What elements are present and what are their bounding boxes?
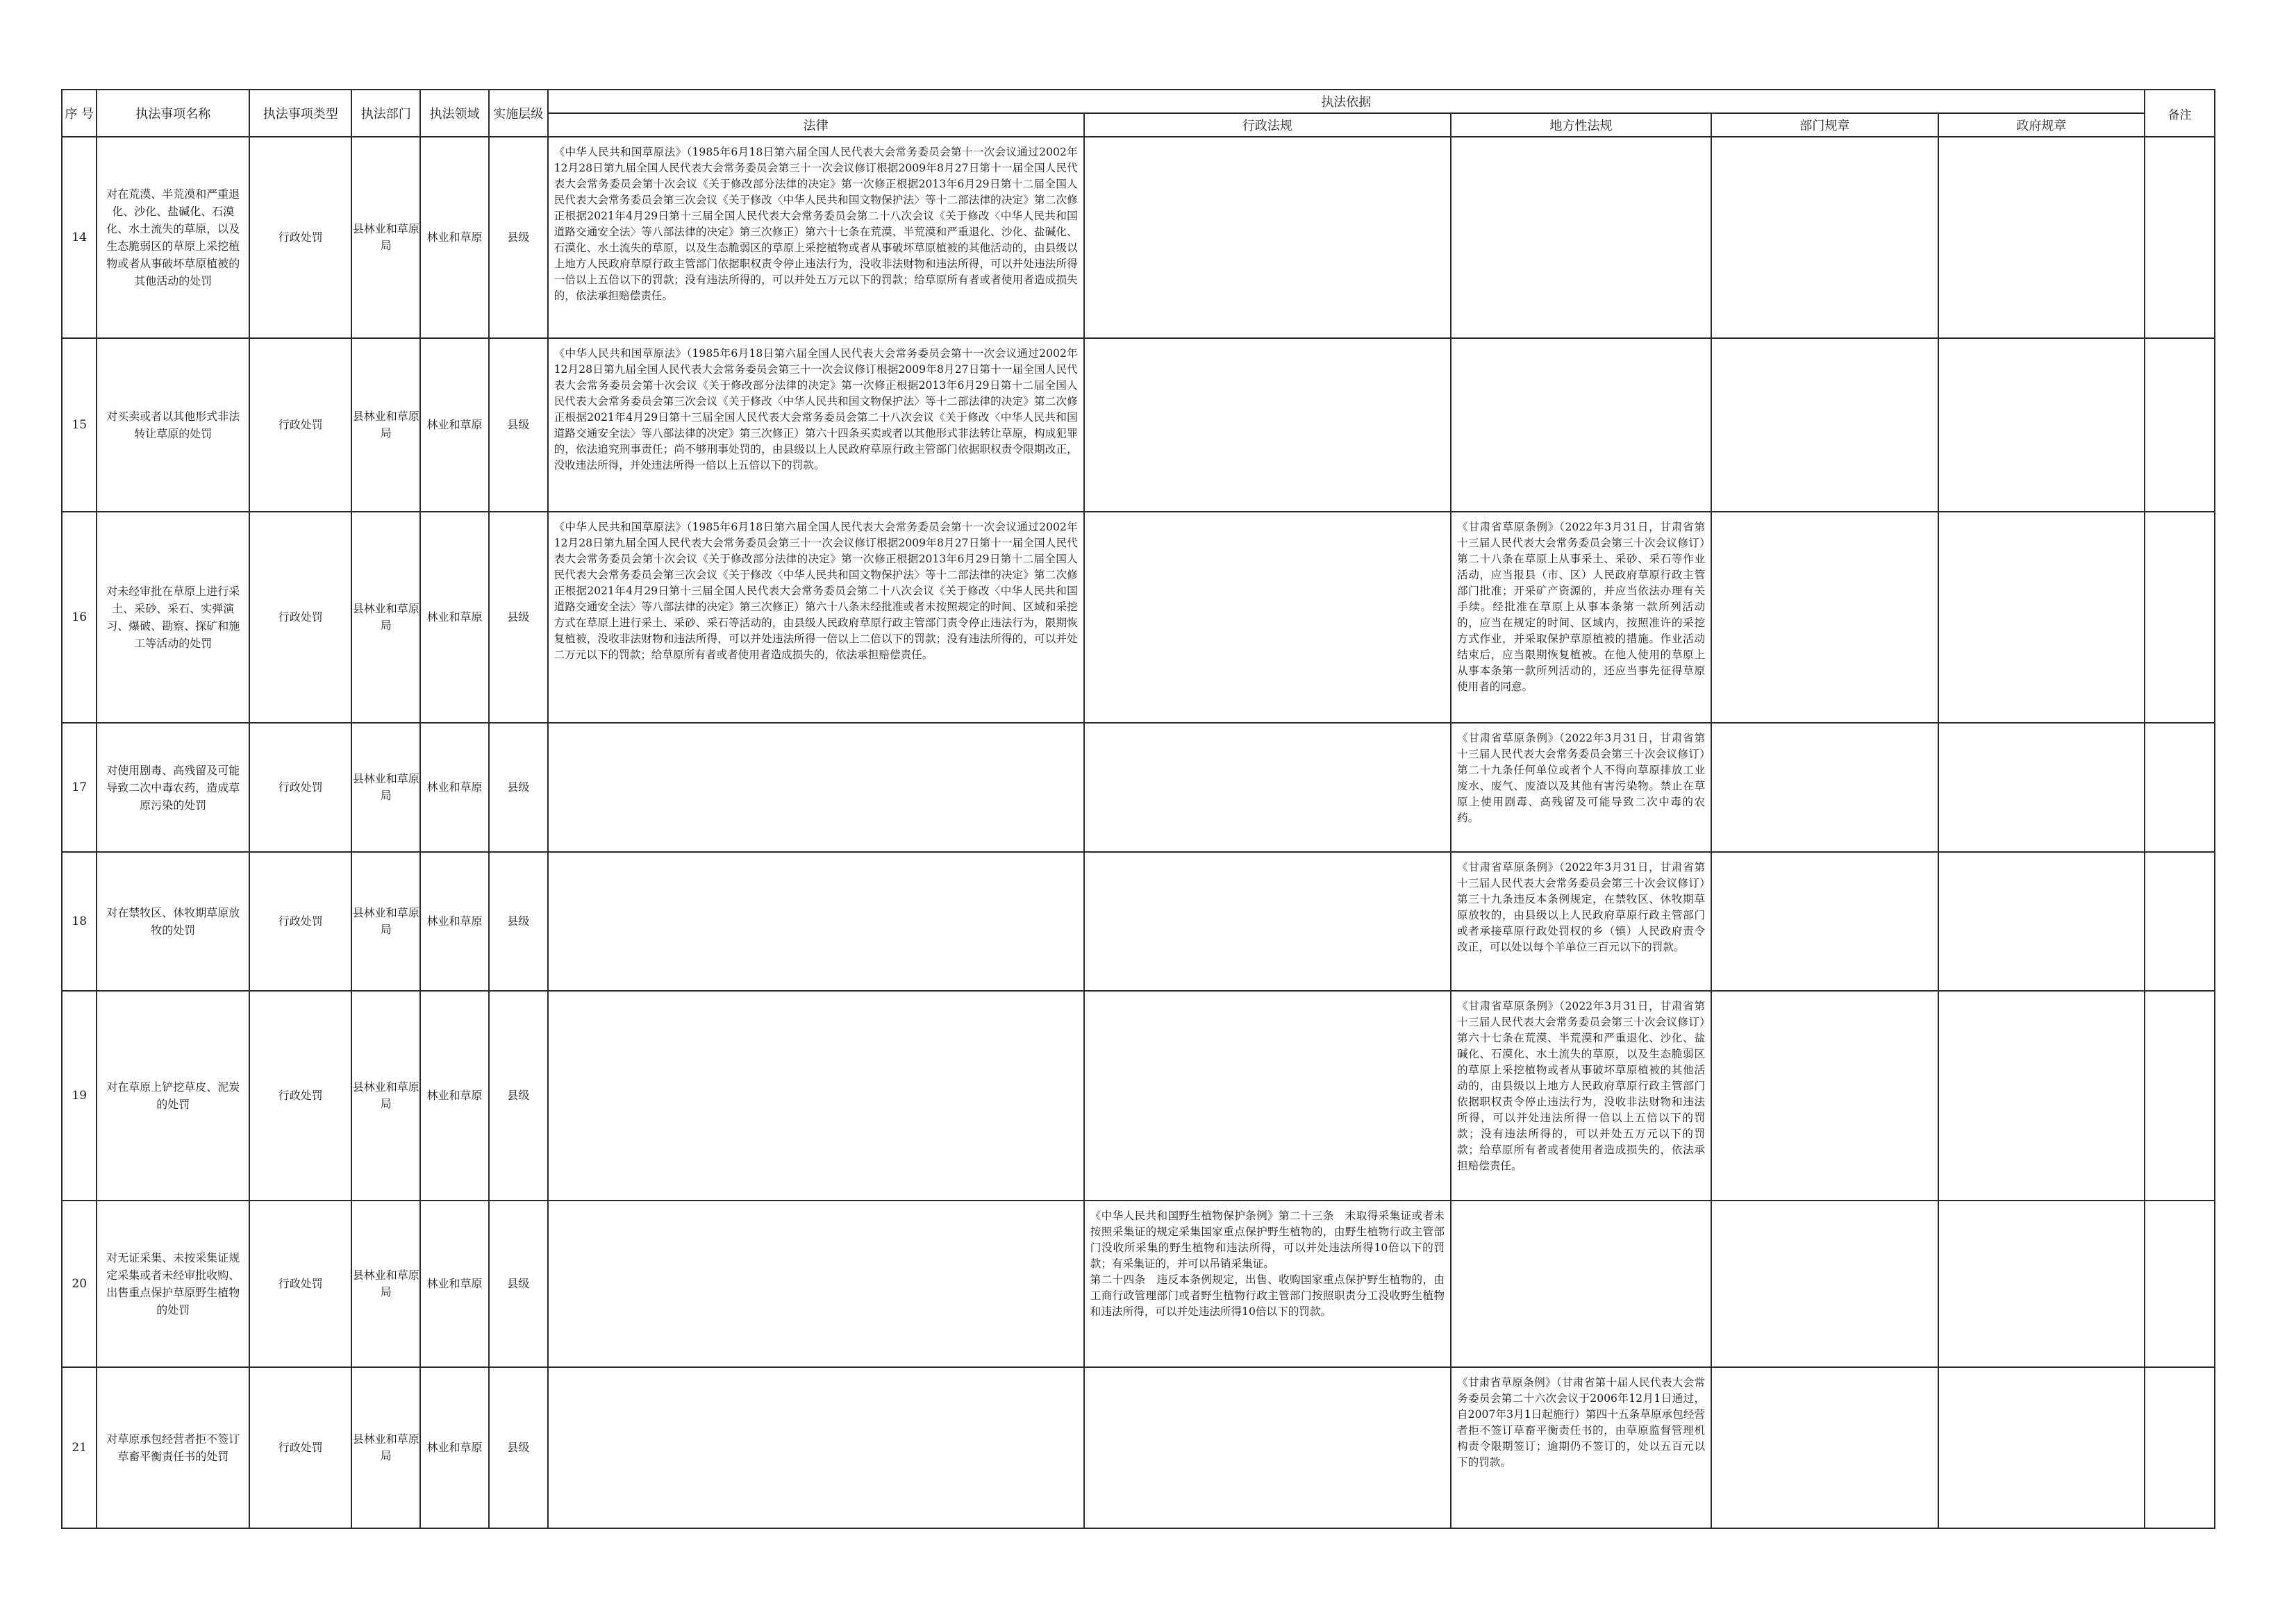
row-admin-regulation xyxy=(1084,1367,1451,1528)
row-seq: 16 xyxy=(62,512,97,723)
row-law: 《中华人民共和国草原法》（1985年6月18日第六届全国人民代表大会常务委员会第十一次会议通过2002年12月28日第九届全国人民代表大会常务委员会第三十一次会议修订根据2009年8月27日第十一届全国人民代表大会常务委员会第十次会议《关于修改部分法律的决定》第一次修正根据2013年6月29日第十二届全国人民代表大会常务委员会第三次会议《关于修改〈中华人民共和国文物保护法〉等十二部法律的决定》第二次修正根据2021年4月29日第十三届全国人民代表大会常务委员会第二十八次会议《关于修改〈中华人民共和国道路交通安全法〉等八部法律的决定》第三次修正）第六十七条在荒漠、半荒漠和严重退化、沙化、盐碱化、石漠化、水土流失的草原，以及生态脆弱区的草原上采挖植物或者从事破坏草原植被的其他活动的，由县级以上地方人民政府草原行政主管部门依据职权责令停止违法行为，没收非法财物和违法所得，可以并处违法所得一倍以上五倍以下的罚款；没有违法所得的，可以并处五万元以下的罚款；给草原所有者或者使用者造成损失的，依法承担赔偿责任。 xyxy=(548,137,1084,338)
row-law xyxy=(548,723,1084,852)
row-admin-regulation xyxy=(1084,852,1451,991)
row-level: 县级 xyxy=(489,852,548,991)
row-department: 县林业和草原局 xyxy=(351,852,420,991)
row-item-name: 对使用剧毒、高残留及可能导致二次中毒农药，造成草原污染的处罚 xyxy=(97,723,249,852)
row-gov-rule xyxy=(1938,1201,2145,1367)
row-seq: 17 xyxy=(62,723,97,852)
row-remark xyxy=(2145,723,2215,852)
row-item-type: 行政处罚 xyxy=(249,723,351,852)
row-dept-rule xyxy=(1711,991,1938,1201)
header-department: 执法部门 xyxy=(351,90,420,137)
row-level: 县级 xyxy=(489,1201,548,1367)
row-level: 县级 xyxy=(489,1367,548,1528)
header-item-type: 执法事项类型 xyxy=(249,90,351,137)
row-field: 林业和草原 xyxy=(420,1367,489,1528)
row-dept-rule xyxy=(1711,852,1938,991)
row-level: 县级 xyxy=(489,137,548,338)
row-field: 林业和草原 xyxy=(420,137,489,338)
row-seq: 19 xyxy=(62,991,97,1201)
row-seq: 18 xyxy=(62,852,97,991)
header-local-regulation: 地方性法规 xyxy=(1451,113,1711,137)
row-seq: 20 xyxy=(62,1201,97,1367)
row-field: 林业和草原 xyxy=(420,1201,489,1367)
row-remark xyxy=(2145,852,2215,991)
header-law: 法律 xyxy=(548,113,1084,137)
row-item-type: 行政处罚 xyxy=(249,1367,351,1528)
row-department: 县林业和草原局 xyxy=(351,991,420,1201)
row-department: 县林业和草原局 xyxy=(351,1201,420,1367)
enforcement-table xyxy=(61,89,2215,1529)
row-level: 县级 xyxy=(489,723,548,852)
row-law xyxy=(548,991,1084,1201)
row-dept-rule xyxy=(1711,338,1938,512)
row-dept-rule xyxy=(1711,723,1938,852)
row-item-name: 对未经审批在草原上进行采土、采砂、采石、实弹演习、爆破、勘察、探矿和施工等活动的处罚 xyxy=(97,512,249,723)
row-level: 县级 xyxy=(489,991,548,1201)
row-admin-regulation xyxy=(1084,991,1451,1201)
header-seq: 序 号 xyxy=(62,90,97,137)
header-field: 执法领域 xyxy=(420,90,489,137)
row-gov-rule xyxy=(1938,338,2145,512)
row-admin-regulation xyxy=(1084,512,1451,723)
row-local-regulation xyxy=(1451,338,1711,512)
row-remark xyxy=(2145,512,2215,723)
row-department: 县林业和草原局 xyxy=(351,1367,420,1528)
row-item-type: 行政处罚 xyxy=(249,338,351,512)
row-seq: 21 xyxy=(62,1367,97,1528)
row-dept-rule xyxy=(1711,1201,1938,1367)
row-field: 林业和草原 xyxy=(420,991,489,1201)
row-local-regulation xyxy=(1451,137,1711,338)
row-local-regulation: 《甘肃省草原条例》（甘肃省第十届人民代表大会常务委员会第二十六次会议于2006年12月1日通过，自2007年3月1日起施行）第四十五条草原承包经营者拒不签订草畜平衡责任书的，由草原监督管理机构责令限期签订；逾期仍不签订的，处以五百元以下的罚款。 xyxy=(1451,1367,1711,1528)
row-department: 县林业和草原局 xyxy=(351,512,420,723)
row-law: 《中华人民共和国草原法》（1985年6月18日第六届全国人民代表大会常务委员会第十一次会议通过2002年12月28日第九届全国人民代表大会常务委员会第三十一次会议修订根据2009年8月27日第十一届全国人民代表大会常务委员会第十次会议《关于修改部分法律的决定》第一次修正根据2013年6月29日第十二届全国人民代表大会常务委员会第三次会议《关于修改〈中华人民共和国文物保护法〉等十二部法律的决定》第二次修正根据2021年4月29日第十三届全国人民代表大会常务委员会第二十八次会议《关于修改〈中华人民共和国道路交通安全法〉等八部法律的决定》第三次修正）第六十四条买卖或者以其他形式非法转让草原，构成犯罪的，依法追究刑事责任；尚不够刑事处罚的，由县级以上人民政府草原行政主管部门依据职权责令限期改正，没收违法所得，并处违法所得一倍以上五倍以下的罚款。 xyxy=(548,338,1084,512)
header-row-1 xyxy=(62,90,2215,113)
row-item-name: 对在荒漠、半荒漠和严重退化、沙化、盐碱化、石漠化、水土流失的草原，以及生态脆弱区的草原上采挖植物或者从事破坏草原植被的其他活动的处罚 xyxy=(97,137,249,338)
row-item-name: 对无证采集、未按采集证规定采集或者未经审批收购、出售重点保护草原野生植物的处罚 xyxy=(97,1201,249,1367)
row-dept-rule xyxy=(1711,512,1938,723)
header-remark: 备注 xyxy=(2145,90,2215,137)
row-department: 县林业和草原局 xyxy=(351,338,420,512)
row-dept-rule xyxy=(1711,1367,1938,1528)
row-gov-rule xyxy=(1938,852,2145,991)
table-row xyxy=(62,512,2215,723)
row-item-type: 行政处罚 xyxy=(249,852,351,991)
table-row xyxy=(62,991,2215,1201)
row-item-name: 对在禁牧区、休牧期草原放牧的处罚 xyxy=(97,852,249,991)
row-gov-rule xyxy=(1938,991,2145,1201)
row-item-type: 行政处罚 xyxy=(249,137,351,338)
row-item-name: 对在草原上铲挖草皮、泥炭的处罚 xyxy=(97,991,249,1201)
row-level: 县级 xyxy=(489,512,548,723)
header-admin-regulation: 行政法规 xyxy=(1084,113,1451,137)
row-field: 林业和草原 xyxy=(420,723,489,852)
row-admin-regulation: 《中华人民共和国野生植物保护条例》第二十三条 未取得采集证或者未按照采集证的规定采集国家重点保护野生植物的，由野生植物行政主管部门没收所采集的野生植物和违法所得，可以并处违法所得10倍以下的罚款；有采集证的，并可以吊销采集证。 第二十四条 违反本条例规定，出售、收购国家重点保护野生植物的，由工商行政管理部门或者野生植物行政主管部门按照职责分工没收野生植物和违法所得，可以并处违法所得10倍以下的罚款。 xyxy=(1084,1201,1451,1367)
row-item-type: 行政处罚 xyxy=(249,991,351,1201)
row-admin-regulation xyxy=(1084,723,1451,852)
row-local-regulation: 《甘肃省草原条例》（2022年3月31日，甘肃省第十三届人民代表大会常务委员会第三十次会议修订）第六十七条在荒漠、半荒漠和严重退化、沙化、盐碱化、石漠化、水土流失的草原，以及生态脆弱区的草原上采挖植物或者从事破坏草原植被的其他活动的，由县级以上地方人民政府草原行政主管部门依据职权责令停止违法行为，没收非法财物和违法所得，可以并处违法所得一倍以上五倍以下的罚款；没有违法所得的，可以并处五万元以下的罚款；给草原所有者或者使用者造成损失的，依法承担赔偿责任。 xyxy=(1451,991,1711,1201)
row-item-type: 行政处罚 xyxy=(249,512,351,723)
table-row xyxy=(62,338,2215,512)
row-law xyxy=(548,1201,1084,1367)
row-gov-rule xyxy=(1938,512,2145,723)
table-row xyxy=(62,1367,2215,1528)
header-level: 实施层级 xyxy=(489,90,548,137)
row-dept-rule xyxy=(1711,137,1938,338)
row-remark xyxy=(2145,991,2215,1201)
row-department: 县林业和草原局 xyxy=(351,723,420,852)
row-remark xyxy=(2145,1367,2215,1528)
row-local-regulation: 《甘肃省草原条例》（2022年3月31日，甘肃省第十三届人民代表大会常务委员会第三十次会议修订）第二十九条任何单位或者个人不得向草原排放工业废水、废气、废渣以及其他有害污染物。禁止在草原上使用剧毒、高残留及可能导致二次中毒的农药。 xyxy=(1451,723,1711,852)
row-level: 县级 xyxy=(489,338,548,512)
row-local-regulation: 《甘肃省草原条例》（2022年3月31日，甘肃省第十三届人民代表大会常务委员会第三十次会议修订）第三十九条违反本条例规定，在禁牧区、休牧期草原放牧的，由县级以上人民政府草原行政主管部门或者承接草原行政处罚权的乡（镇）人民政府责令改正，可以处以每个羊单位三百元以下的罚款。 xyxy=(1451,852,1711,991)
row-item-name: 对草原承包经营者拒不签订草畜平衡责任书的处罚 xyxy=(97,1367,249,1528)
row-seq: 15 xyxy=(62,338,97,512)
header-dept-rule: 部门规章 xyxy=(1711,113,1938,137)
row-gov-rule xyxy=(1938,1367,2145,1528)
row-remark xyxy=(2145,338,2215,512)
row-department: 县林业和草原局 xyxy=(351,137,420,338)
table-row xyxy=(62,852,2215,991)
row-seq: 14 xyxy=(62,137,97,338)
table-row xyxy=(62,1201,2215,1367)
row-gov-rule xyxy=(1938,137,2145,338)
row-remark xyxy=(2145,1201,2215,1367)
row-item-type: 行政处罚 xyxy=(249,1201,351,1367)
row-admin-regulation xyxy=(1084,338,1451,512)
enforcement-table-sheet xyxy=(61,89,2215,1526)
row-item-name: 对买卖或者以其他形式非法转让草原的处罚 xyxy=(97,338,249,512)
header-basis: 执法依据 xyxy=(548,90,2145,113)
row-law xyxy=(548,1367,1084,1528)
row-field: 林业和草原 xyxy=(420,512,489,723)
table-row xyxy=(62,137,2215,338)
row-gov-rule xyxy=(1938,723,2145,852)
row-law: 《中华人民共和国草原法》（1985年6月18日第六届全国人民代表大会常务委员会第十一次会议通过2002年12月28日第九届全国人民代表大会常务委员会第三十一次会议修订根据2009年8月27日第十一届全国人民代表大会常务委员会第十次会议《关于修改部分法律的决定》第一次修正根据2013年6月29日第十二届全国人民代表大会常务委员会第三次会议《关于修改〈中华人民共和国文物保护法〉等十二部法律的决定》第二次修正根据2021年4月29日第十三届全国人民代表大会常务委员会第二十八次会议《关于修改〈中华人民共和国道路交通安全法〉等八部法律的决定》第三次修正）第六十八条未经批准或者未按照规定的时间、区域和采挖方式在草原上进行采土、采砂、采石等活动的，由县级人民政府草原行政主管部门责令停止违法行为，限期恢复植被，没收非法财物和违法所得，可以并处违法所得一倍以上二倍以下的罚款；没有违法所得的，可以并处二万元以下的罚款；给草原所有者或者使用者造成损失的，依法承担赔偿责任。 xyxy=(548,512,1084,723)
header-gov-rule: 政府规章 xyxy=(1938,113,2145,137)
row-field: 林业和草原 xyxy=(420,338,489,512)
row-law xyxy=(548,852,1084,991)
header-item-name: 执法事项名称 xyxy=(97,90,249,137)
row-remark xyxy=(2145,137,2215,338)
table-row xyxy=(62,723,2215,852)
row-local-regulation xyxy=(1451,1201,1711,1367)
row-admin-regulation xyxy=(1084,137,1451,338)
row-local-regulation: 《甘肃省草原条例》（2022年3月31日，甘肃省第十三届人民代表大会常务委员会第三十次会议修订）第二十八条在草原上从事采土、采砂、采石等作业活动，应当报县（市、区）人民政府草原行政主管部门批准；开采矿产资源的，并应当依法办理有关手续。经批准在草原上从事本条第一款所列活动的，应当在规定的时间、区域内，按照准许的采挖方式作业，并采取保护草原植被的措施。作业活动结束后，应当限期恢复植被。在他人使用的草原上从事本条第一款所列活动的，还应当事先征得草原使用者的同意。 xyxy=(1451,512,1711,723)
row-field: 林业和草原 xyxy=(420,852,489,991)
